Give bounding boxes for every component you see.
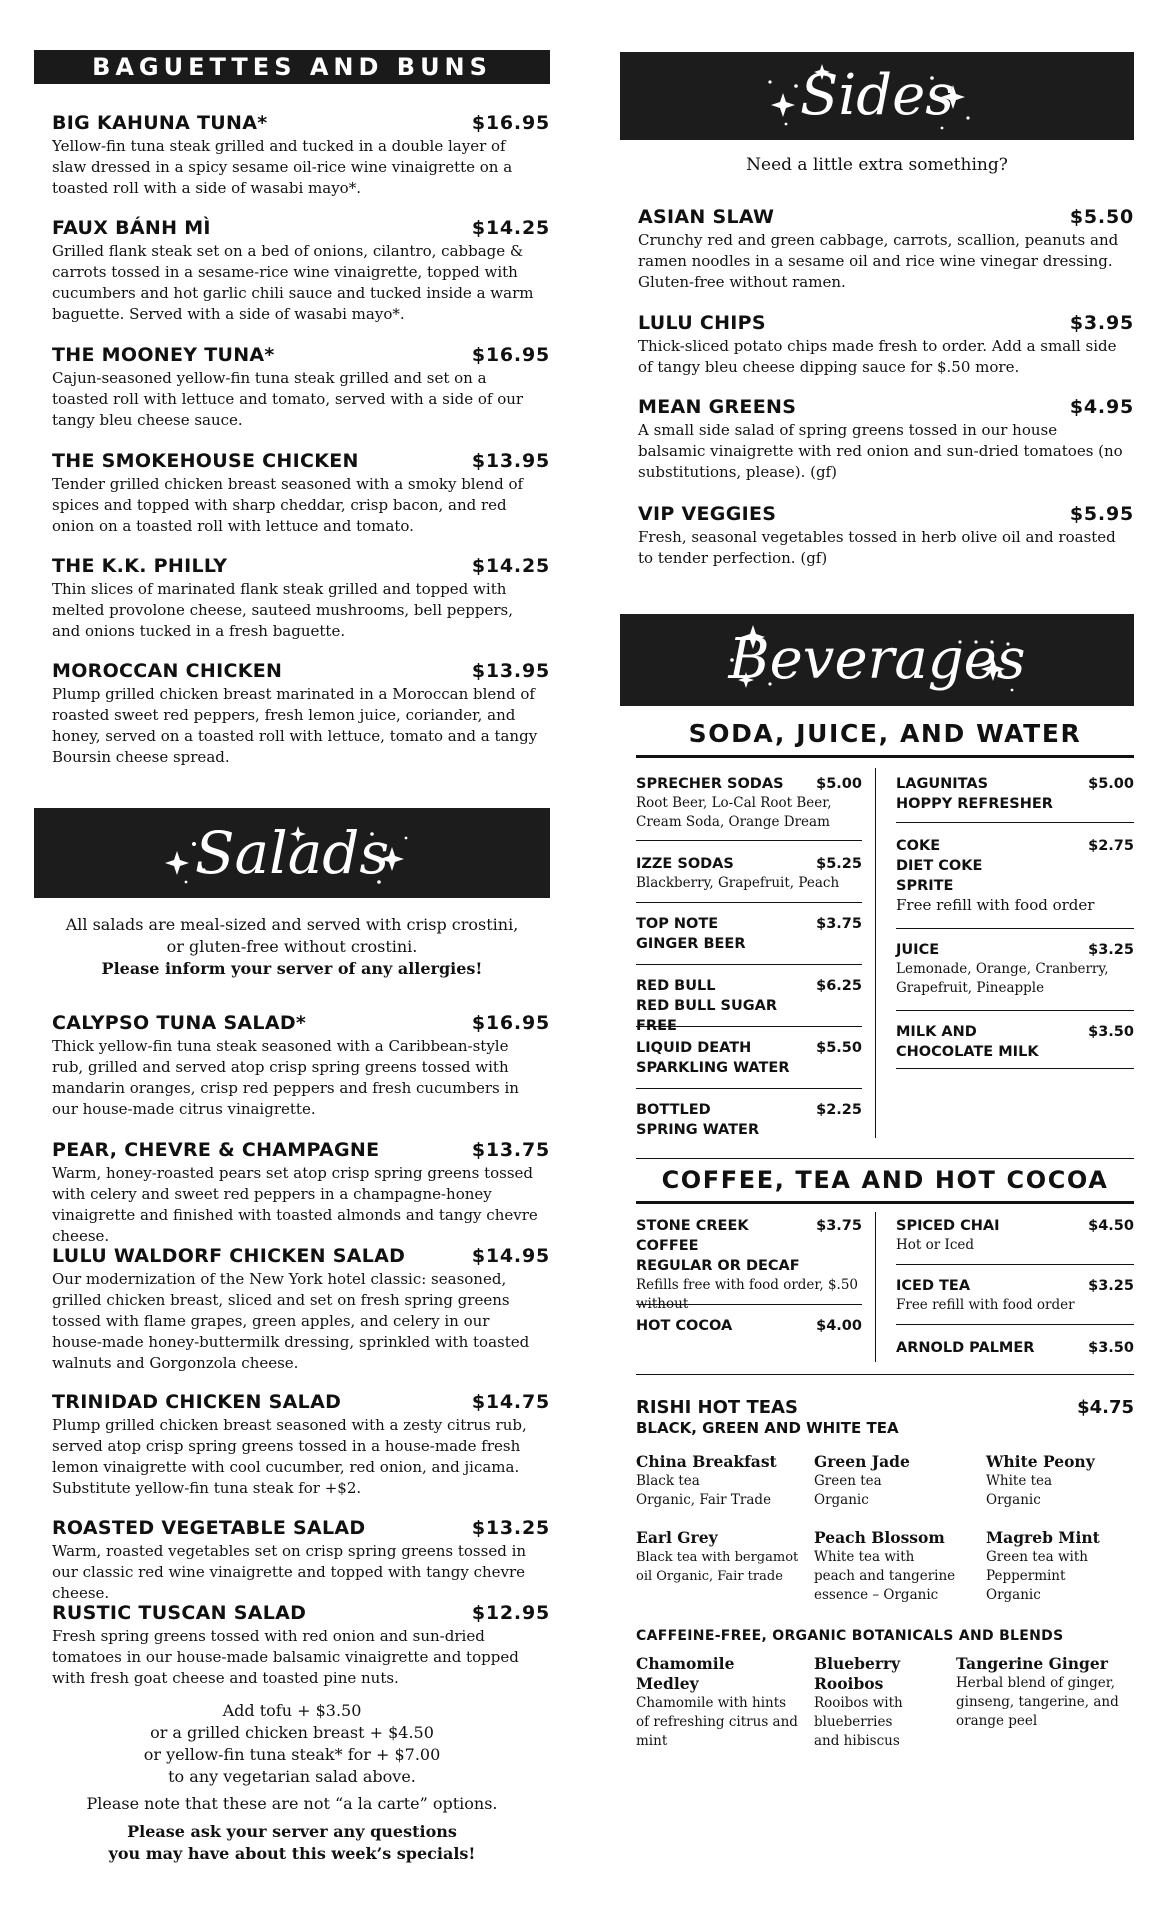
tea-item: [986, 1452, 1134, 1510]
menu-item: [52, 1391, 550, 1499]
a-la-carte-note: Please note that these are not “a la carte” options.: [86, 1794, 498, 1813]
beverage-description: Hot or Iced: [896, 1237, 975, 1253]
item-description: Our modernization of the New York hotel classic: seasoned, grilled chicken breast, sliced and set on fresh spring greens tossed with flame grapes, green apples, and celery in our house-made honey-buttermilk dressing, sprinkled with toasted walnuts and Gorgonzola cheese.: [52, 1270, 530, 1372]
item-name: CALYPSO TUNA SALAD*: [52, 1012, 307, 1034]
salads-intro: [34, 914, 550, 980]
tea-name: Earl Grey: [636, 1528, 718, 1547]
beverage-price: $4.50: [1088, 1218, 1134, 1234]
menu-item: [638, 396, 1134, 483]
beverage-name: LIQUID DEATH SPARKLING WATER: [636, 1040, 790, 1076]
item-price: $14.25: [471, 555, 550, 577]
menu-item: [52, 1602, 550, 1689]
tea-name: Chamomile Medley: [636, 1654, 735, 1693]
item-name: THE MOONEY TUNA*: [52, 344, 275, 366]
divider: [636, 1026, 862, 1027]
item-description: Tender grilled chicken breast seasoned with a smoky blend of spices and topped with sharp cheddar, crisp bacon, and red onion on a toasted roll with lettuce and tomato.: [52, 475, 524, 535]
coffee-section-header: [636, 1158, 1134, 1204]
rishi-subtitle: BLACK, GREEN AND WHITE TEA: [636, 1419, 899, 1437]
beverage-item: [896, 836, 1134, 915]
addon-line: or yellow-fin tuna steak* for + $7.00: [143, 1745, 441, 1764]
item-description: Fresh, seasonal vegetables tossed in herb olive oil and roasted to tender perfection. (gf): [638, 528, 1116, 567]
divider: [896, 1068, 1134, 1069]
item-description: A small side salad of spring greens tossed in our house balsamic vinaigrette with red onion and sun-dried tomatoes (no substitutions, please). (gf): [638, 421, 1123, 481]
beverage-name: LAGUNITAS HOPPY REFRESHER: [896, 776, 1053, 812]
menu-item: [52, 1517, 550, 1604]
beverage-description: Lemonade, Orange, Cranberry, Grapefruit, Pineapple: [896, 961, 1109, 996]
botanical-item: [636, 1654, 806, 1751]
item-price: $12.95: [471, 1602, 550, 1624]
beverage-name: MILK AND CHOCOLATE MILK: [896, 1024, 1039, 1060]
tea-description: Green tea Organic: [814, 1473, 882, 1508]
beverage-name: HOT COCOA: [636, 1318, 733, 1334]
baguettes-header: [34, 50, 550, 84]
menu-item: [52, 217, 550, 325]
item-description: Plump grilled chicken breast marinated in a Moroccan blend of roasted sweet red peppers, fresh lemon juice, coriander, and honey, served on a toasted roll with lettuce, tomato and a tangy Boursin cheese spread.: [52, 685, 538, 766]
beverage-price: $3.50: [1088, 1340, 1134, 1356]
column-divider: [875, 1212, 876, 1362]
tea-item: [814, 1452, 974, 1510]
item-price: $16.95: [471, 112, 550, 134]
item-price: $4.95: [1069, 396, 1134, 418]
item-name: LULU WALDORF CHICKEN SALAD: [52, 1245, 406, 1267]
salad-addons: [34, 1700, 550, 1865]
specials-note: you may have about this week’s specials!: [108, 1844, 476, 1863]
beverage-description: Free refill with food order: [896, 896, 1095, 914]
divider: [636, 1374, 1134, 1375]
beverage-price: $3.25: [1088, 1278, 1134, 1294]
beverage-item: [636, 1038, 862, 1078]
beverage-item: [636, 1316, 862, 1336]
item-description: Warm, roasted vegetables set on crisp spring greens tossed in our classic red wine vinaigrette and topped with tangy chevre cheese.: [52, 1542, 527, 1602]
tea-description: Chamomile with hints of refreshing citrus and mint: [636, 1695, 798, 1749]
item-price: $13.75: [471, 1139, 550, 1161]
item-description: Thick yellow-fin tuna steak seasoned with a Caribbean-style rub, grilled and served atop crisp spring greens tossed with mandarin oranges, crisp red peppers and fresh cucumbers in our house-made citrus vinaigrette.: [52, 1037, 519, 1118]
item-price: $13.95: [471, 450, 550, 472]
specials-note: Please ask your server any questions: [127, 1822, 457, 1841]
beverage-name: ARNOLD PALMER: [896, 1340, 1035, 1356]
beverage-name: SPRECHER SODAS: [636, 776, 784, 792]
beverage-price: $5.25: [816, 856, 862, 872]
beverage-name: SPICED CHAI: [896, 1218, 1000, 1234]
item-name: VIP VEGGIES: [638, 503, 777, 525]
beverage-name: ICED TEA: [896, 1278, 971, 1294]
item-description: Crunchy red and green cabbage, carrots, scallion, peanuts and ramen noodles in a sesame oil and rice wine vinegar dressing. Gluten-free without ramen.: [638, 231, 1119, 291]
item-price: $5.95: [1069, 503, 1134, 525]
item-name: ASIAN SLAW: [638, 206, 775, 228]
sides-intro: Need a little extra something?: [746, 155, 1008, 175]
menu-item: [52, 112, 550, 199]
baguettes-title: BAGUETTES AND BUNS: [92, 53, 492, 81]
beverage-description: Free refill with food order: [896, 1297, 1075, 1313]
beverages-title: Beverages: [728, 627, 1026, 692]
beverage-item: [896, 1276, 1134, 1315]
menu-item: [52, 660, 550, 768]
rishi-teas-header: [636, 1398, 1134, 1438]
menu-item: [52, 1245, 550, 1374]
sides-title: Sides: [800, 63, 954, 128]
beverage-name: TOP NOTE GINGER BEER: [636, 916, 746, 952]
menu-item: [52, 344, 550, 431]
divider: [896, 822, 1134, 823]
beverage-price: $5.50: [816, 1040, 862, 1056]
beverage-name: IZZE SODAS: [636, 856, 734, 872]
beverage-description: Refills free with food order, $.50 without: [636, 1277, 859, 1312]
tea-description: Rooibos with blueberries and hibiscus: [814, 1695, 903, 1749]
item-name: THE K.K. PHILLY: [52, 555, 228, 577]
tea-name: Magreb Mint: [986, 1528, 1100, 1547]
addon-line: Add tofu + $3.50: [222, 1701, 362, 1720]
addon-line: or a grilled chicken breast + $4.50: [150, 1723, 434, 1742]
item-description: Fresh spring greens tossed with red onion and sun-dried tomatoes in our house-made balsamic vinaigrette and topped with fresh goat cheese and toasted pine nuts.: [52, 1627, 519, 1687]
tea-description: Green tea with Peppermint Organic: [986, 1549, 1088, 1603]
beverage-item: [896, 774, 1134, 814]
item-description: Grilled flank steak set on a bed of onions, cilantro, cabbage & carrots tossed in a sesame-rice wine vinaigrette, topped with cucumbers and hot garlic chili sauce and tucked inside a warm baguette. Served with a side of wasabi mayo*.: [52, 242, 534, 323]
salads-intro-line: All salads are meal-sized and served with crisp crostini,: [65, 915, 519, 934]
salads-title: Salads: [194, 819, 390, 887]
tea-name: Peach Blossom: [814, 1528, 945, 1547]
tea-name: Green Jade: [814, 1452, 910, 1471]
menu-item: [52, 1012, 550, 1120]
divider: [636, 964, 862, 965]
beverage-item: [896, 1022, 1134, 1062]
beverage-name: COKE DIET COKE SPRITE: [896, 838, 983, 894]
divider: [896, 928, 1134, 929]
beverage-price: $5.00: [1088, 776, 1134, 792]
item-description: Plump grilled chicken breast seasoned with a zesty citrus rub, served atop crisp spring greens tossed in a house-made fresh lemon vinaigrette with cool cucumber, red onion, and jicama. Substitute yellow-fin tuna steak for +$2.: [52, 1416, 527, 1497]
soda-section-header: [636, 714, 1134, 758]
coffee-section-title: COFFEE, TEA AND HOT COCOA: [661, 1166, 1109, 1194]
salads-header: [34, 808, 550, 898]
beverage-item: [636, 914, 862, 954]
divider: [636, 902, 862, 903]
item-price: $13.95: [471, 660, 550, 682]
item-name: BIG KAHUNA TUNA*: [52, 112, 268, 134]
menu-item: [638, 503, 1134, 569]
item-name: TRINIDAD CHICKEN SALAD: [52, 1391, 342, 1413]
divider: [896, 1324, 1134, 1325]
item-description: Thin slices of marinated flank steak grilled and topped with melted provolone cheese, sauteed mushrooms, bell peppers, and onions tucked in a fresh baguette.: [52, 580, 513, 640]
menu-item: [638, 206, 1134, 293]
item-price: $16.95: [471, 344, 550, 366]
tea-item: [636, 1452, 806, 1510]
beverage-item: [896, 1338, 1134, 1358]
divider: [636, 1088, 862, 1089]
botanical-item: [814, 1654, 954, 1751]
column-divider: [875, 768, 876, 1138]
tea-item: [986, 1528, 1134, 1605]
beverage-name: BOTTLED SPRING WATER: [636, 1102, 760, 1138]
menu-item: [52, 555, 550, 642]
divider: [896, 1264, 1134, 1265]
tea-name: White Peony: [986, 1452, 1095, 1471]
beverage-name: STONE CREEK COFFEE REGULAR OR DECAF: [636, 1218, 800, 1274]
item-name: THE SMOKEHOUSE CHICKEN: [52, 450, 359, 472]
divider: [636, 1304, 862, 1305]
menu-item: [52, 450, 550, 537]
botanicals-title: CAFFEINE-FREE, ORGANIC BOTANICALS AND BLENDS: [636, 1628, 1064, 1644]
beverage-price: $3.75: [816, 1218, 862, 1234]
allergy-note: Please inform your server of any allergies!: [101, 959, 483, 978]
tea-name: Tangerine Ginger: [956, 1654, 1108, 1673]
item-name: LULU CHIPS: [638, 312, 766, 334]
beverage-item: [636, 976, 862, 1036]
item-description: Thick-sliced potato chips made fresh to order. Add a small side of tangy bleu cheese dipping sauce for $.50 more.: [638, 337, 1117, 376]
divider: [896, 1010, 1134, 1011]
item-name: MEAN GREENS: [638, 396, 797, 418]
beverage-description: Blackberry, Grapefruit, Peach: [636, 875, 840, 891]
item-name: FAUX BÁNH MÌ: [52, 217, 211, 239]
item-price: $3.95: [1069, 312, 1134, 334]
sides-header: [620, 52, 1134, 140]
rishi-title: RISHI HOT TEAS: [636, 1397, 798, 1418]
beverage-item: [636, 774, 862, 832]
item-description: Yellow-fin tuna steak grilled and tucked in a double layer of slaw dressed in a spicy sesame oil-rice wine vinaigrette on a toasted roll with a side of wasabi mayo*.: [52, 137, 513, 197]
item-name: MOROCCAN CHICKEN: [52, 660, 283, 682]
item-price: $14.75: [471, 1391, 550, 1413]
item-name: RUSTIC TUSCAN SALAD: [52, 1602, 307, 1624]
beverage-name: RED BULL RED BULL SUGAR FREE: [636, 978, 778, 1034]
beverage-price: $5.00: [816, 776, 862, 792]
beverage-price: $6.25: [816, 978, 862, 994]
tea-name: China Breakfast: [636, 1452, 777, 1471]
item-price: $13.25: [471, 1517, 550, 1539]
addon-line: to any vegetarian salad above.: [168, 1767, 416, 1786]
beverage-item: [896, 1216, 1134, 1255]
tea-description: Black tea Organic, Fair Trade: [636, 1473, 772, 1508]
item-price: $14.95: [471, 1245, 550, 1267]
salads-intro-line: or gluten-free without crostini.: [166, 937, 418, 956]
item-price: $5.50: [1069, 206, 1134, 228]
item-name: PEAR, CHEVRE & CHAMPAGNE: [52, 1139, 380, 1161]
beverage-item: [636, 1216, 862, 1314]
beverage-name: JUICE: [896, 942, 940, 958]
tea-item: [814, 1528, 980, 1605]
rishi-price: $4.75: [1077, 1397, 1134, 1418]
menu-item: [638, 312, 1134, 378]
tea-description: White tea Organic: [986, 1473, 1053, 1508]
beverage-item: [636, 854, 862, 893]
tea-description: Herbal blend of ginger, ginseng, tangerine, and orange peel: [956, 1675, 1119, 1729]
menu-item: [52, 1139, 550, 1247]
item-description: Warm, honey-roasted pears set atop crisp spring greens tossed with celery and sweet red peppers in a champagne-honey vinaigrette and finished with toasted almonds and tangy chevre cheese.: [52, 1164, 538, 1245]
soda-section-title: SODA, JUICE, AND WATER: [688, 719, 1082, 748]
item-price: $16.95: [471, 1012, 550, 1034]
beverage-item: [636, 1100, 862, 1140]
beverage-description: Root Beer, Lo-Cal Root Beer, Cream Soda, Orange Dream: [636, 795, 832, 830]
item-name: ROASTED VEGETABLE SALAD: [52, 1517, 366, 1539]
beverage-price: $3.75: [816, 916, 862, 932]
item-description: Cajun-seasoned yellow-fin tuna steak grilled and set on a toasted roll with lettuce and tomato, served with a side of our tangy bleu cheese sauce.: [52, 369, 524, 429]
beverage-price: $3.50: [1088, 1024, 1134, 1040]
beverage-price: $4.00: [816, 1318, 862, 1334]
tea-name: Blueberry Rooibos: [814, 1654, 901, 1693]
beverages-header: [620, 614, 1134, 706]
beverage-price: $2.75: [1088, 838, 1134, 854]
tea-item: [636, 1528, 812, 1586]
divider: [636, 840, 862, 841]
botanical-item: [956, 1654, 1134, 1731]
beverage-price: $3.25: [1088, 942, 1134, 958]
item-price: $14.25: [471, 217, 550, 239]
beverage-price: $2.25: [816, 1102, 862, 1118]
tea-description: Black tea with bergamot oil Organic, Fair trade: [636, 1550, 799, 1584]
beverage-item: [896, 940, 1134, 998]
tea-description: White tea with peach and tangerine essence – Organic: [814, 1549, 956, 1603]
